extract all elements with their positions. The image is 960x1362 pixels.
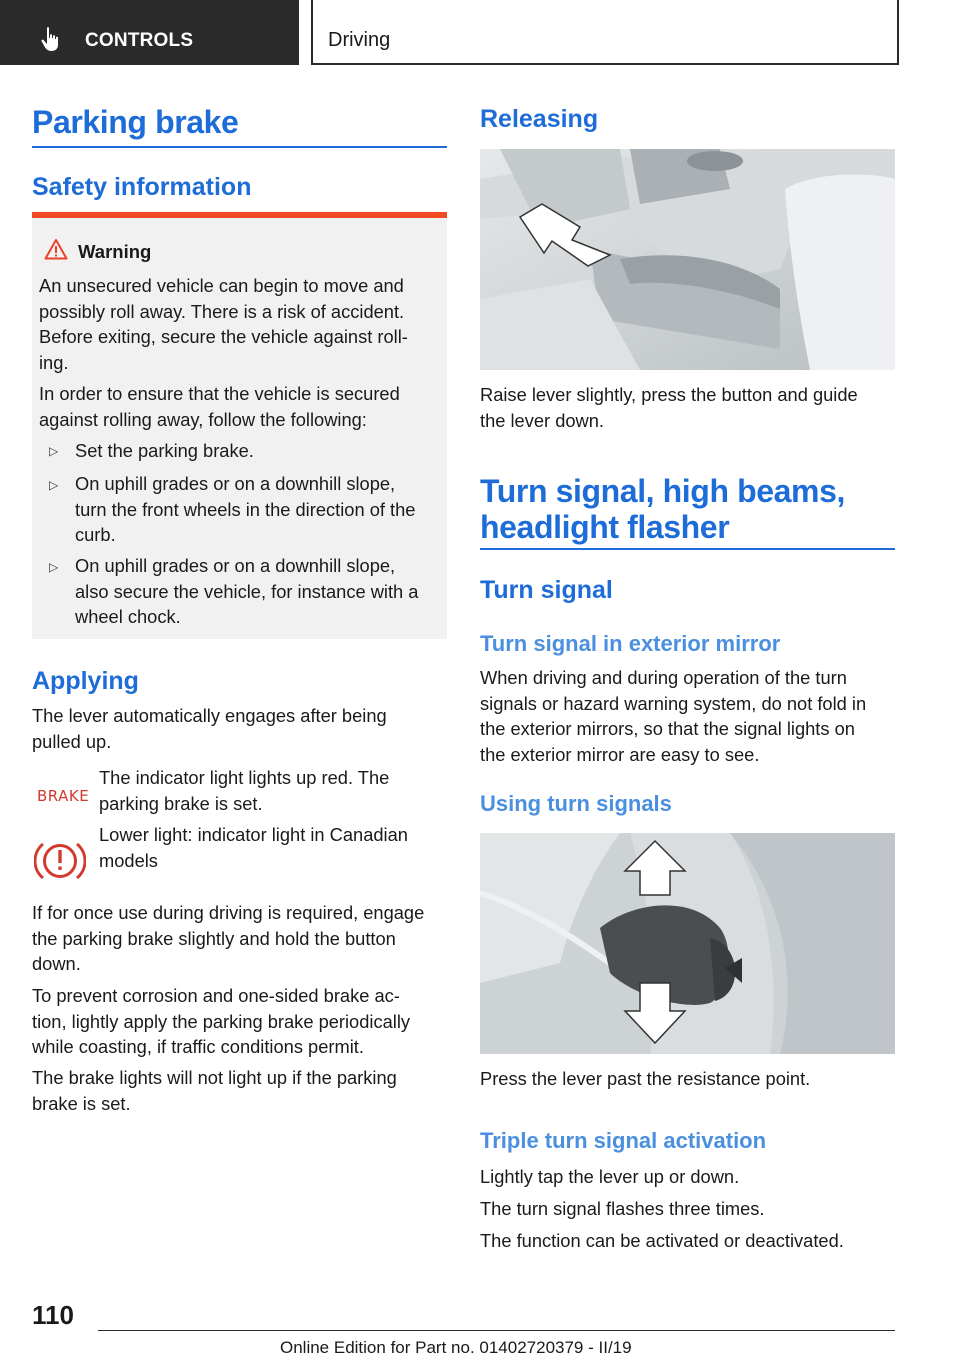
paragraph-corrosion: To prevent corrosion and one-sided brake ac‐ tion, lightly apply the parking brake periodically while coasting, if traffic conditions permit. [32,985,411,1057]
mirror-text: When driving and during operation of the turn signals or hazard warning system, do not fold in the exterior mirrors, so that the signal lights on the exterior mirror are easy to see. [480,667,867,765]
hand-pointer-icon [40,26,64,52]
footer-rule [98,1330,895,1331]
title-rule [32,146,447,148]
brake-indicator-text: The indicator light lights up red. The parking brake is set. [99,767,390,814]
warning-title: Warning [78,241,152,262]
paragraph-brake-lights: The brake lights will not light up if the parking brake is set. [32,1067,397,1114]
page-number: 110 [32,1300,74,1330]
footer-edition: Online Edition for Part no. 01402720379 - II/19 [280,1338,632,1357]
bullet-icon: ▷ [49,560,59,574]
releasing-heading: Releasing [480,105,599,133]
brake-indicator-icon: BRAKE [37,787,90,805]
mirror-heading: Turn signal in exterior mirror [480,631,781,656]
turn-signal-title: Turn signal, high beams, headlight flasher [480,473,845,545]
releasing-caption: Raise lever slightly, press the button and guide the lever down. [480,384,858,431]
canadian-indicator-text: Lower light: indicator light in Canadian models [99,824,408,871]
bullet-icon: ▷ [49,478,59,492]
applying-text: The lever automatically engages after being pulled up. [32,705,387,752]
page-title: Parking brake [32,104,239,140]
warning-bullet-2: On uphill grades or on a downhill slope, turn the front wheels in the direction of the curb. [75,473,416,545]
applying-heading: Applying [32,667,139,695]
chapter-tab[interactable] [311,0,899,65]
using-caption: Press the lever past the resistance point. [480,1068,811,1089]
warning-bullet-1: Set the parking brake. [75,440,254,461]
warning-bullet-3: On uphill grades or on a downhill slope, also secure the vehicle, for instance with a wheel chock. [75,555,419,627]
bullet-icon: ▷ [49,444,59,458]
warning-triangle-icon [44,238,68,260]
parking-brake-circle-icon [34,838,86,884]
triple-activation-text: Lightly tap the lever up or down. The turn signal flashes three times. The function can be activated or deactivated. [480,1166,844,1251]
turn-signal-lever-illustration [480,833,895,1054]
using-turn-signals-heading: Using turn signals [480,791,672,816]
warning-paragraph-1: An unsecured vehicle can begin to move and possibly roll away. There is a risk of accident. Before exiting, secure the vehicle against roll‐ ing. [39,275,408,373]
section-label: CONTROLS [85,30,194,51]
triple-activation-heading: Triple turn signal activation [480,1128,767,1153]
warning-paragraph-2: In order to ensure that the vehicle is secured against rolling away, follow the following: [39,383,400,430]
safety-heading: Safety information [32,173,252,201]
chapter-label: Driving [328,29,391,51]
parking-brake-lever-illustration [480,149,895,370]
turn-title-rule [480,548,895,550]
section-tab[interactable] [0,0,299,65]
turn-signal-heading: Turn signal [480,576,613,604]
paragraph-during-driving: If for once use during driving is required, engage the parking brake slightly and hold the button down. [32,902,425,974]
